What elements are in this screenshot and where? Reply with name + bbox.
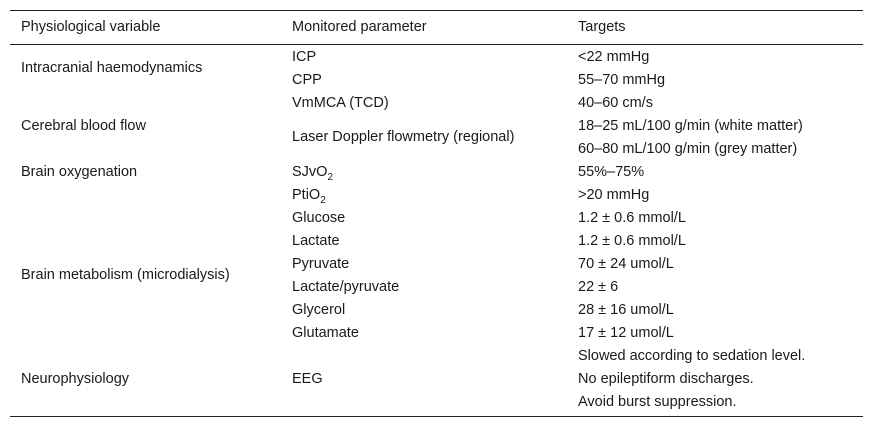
parameter-icp: ICP <box>292 49 317 65</box>
header-monitored-parameter: Monitored parameter <box>292 19 427 35</box>
variable-brain-metabolism: Brain metabolism (microdialysis) <box>21 267 230 283</box>
header-targets: Targets <box>578 19 626 35</box>
table-bottom-rule <box>10 416 863 417</box>
variable-brain-oxygenation: Brain oxygenation <box>21 164 138 180</box>
target-ptio2: >20 mmHg <box>578 187 650 203</box>
variable-cerebral-blood-flow: Cerebral blood flow <box>21 118 146 134</box>
target-vmmca: 40–60 cm/s <box>578 95 653 111</box>
parameter-glycerol: Glycerol <box>292 302 346 318</box>
target-pyruvate: 70 ± 24 umol/L <box>578 256 674 272</box>
header-physiological-variable: Physiological variable <box>21 19 161 35</box>
parameter-vmmca: VmMCA (TCD) <box>292 95 389 111</box>
target-lactate-pyruvate: 22 ± 6 <box>578 279 619 295</box>
target-sjvo2: 55%–75% <box>578 164 645 180</box>
variable-intracranial: Intracranial haemodynamics <box>21 60 203 76</box>
target-eeg-burst-suppression: Avoid burst suppression. <box>578 394 737 410</box>
target-glucose: 1.2 ± 0.6 mmol/L <box>578 210 686 226</box>
parameter-pyruvate: Pyruvate <box>292 256 350 272</box>
target-lactate: 1.2 ± 0.6 mmol/L <box>578 233 686 249</box>
parameter-laser-doppler: Laser Doppler flowmetry (regional) <box>292 129 515 145</box>
table-top-rule <box>10 10 863 11</box>
parameter-cpp: CPP <box>292 72 322 88</box>
target-cpp: 55–70 mmHg <box>578 72 666 88</box>
target-eeg-sedation: Slowed according to sedation level. <box>578 348 806 364</box>
target-glutamate: 17 ± 12 umol/L <box>578 325 674 341</box>
variable-neurophysiology: Neurophysiology <box>21 371 130 387</box>
monitoring-targets-table <box>10 10 863 418</box>
target-eeg-no-epileptiform: No epileptiform discharges. <box>578 371 754 387</box>
parameter-lactate: Lactate <box>292 233 340 249</box>
target-white-matter: 18–25 mL/100 g/min (white matter) <box>578 118 803 134</box>
parameter-sjvo2: SJvO$_2$ <box>292 164 334 183</box>
header-rule <box>10 44 863 45</box>
target-grey-matter: 60–80 mL/100 g/min (grey matter) <box>578 141 798 157</box>
parameter-lactate-pyruvate: Lactate/pyruvate <box>292 279 400 295</box>
parameter-glutamate: Glutamate <box>292 325 359 341</box>
parameter-eeg: EEG <box>292 371 323 387</box>
target-icp: <22 mmHg <box>578 49 650 65</box>
parameter-glucose: Glucose <box>292 210 346 226</box>
parameter-ptio2: PtiO$_2$ <box>292 187 326 206</box>
target-glycerol: 28 ± 16 umol/L <box>578 302 674 318</box>
